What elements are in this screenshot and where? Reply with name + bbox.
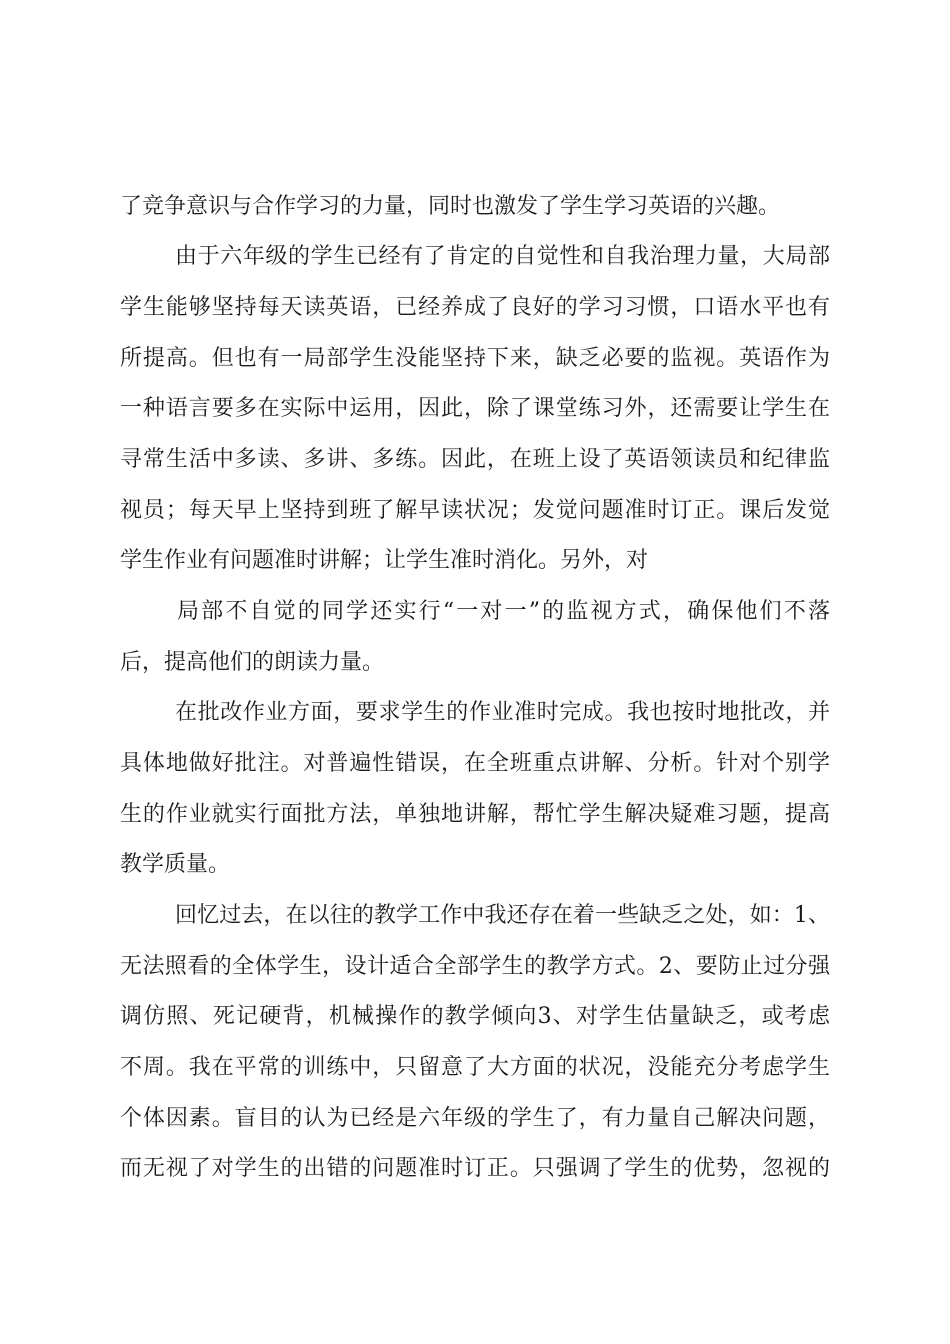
text-line: 个体因素。盲目的认为已经是六年级的学生了，有力量自己解决问题， [120,1106,830,1131]
text-line: 一种语言要多在实际中运用，因此，除了课堂练习外，还需要让学生在 [120,396,830,421]
text-line: 具体地做好批注。对普遍性错误，在全班重点讲解、分析。针对个别学 [120,751,830,776]
text-line: 生的作业就实行面批方法，单独地讲解，帮忙学生解决疑难习题，提高 [120,802,830,827]
paragraph-first-line: 回忆过去，在以往的教学工作中我还存在着一些缺乏之处，如：1、 [175,903,830,928]
paragraph-first-line: 在批改作业方面，要求学生的作业准时完成。我也按时地批改，并 [175,700,830,725]
paragraph-first-line: 局部不自觉的同学还实行“一对一”的监视方式，确保他们不落 [177,599,830,624]
text-line: 后，提高他们的朗读力量。 [120,650,385,675]
paragraph-first-line: 由于六年级的学生已经有了肯定的自觉性和自我治理力量，大局部 [175,244,830,269]
text-line: 学生能够坚持每天读英语，已经养成了良好的学习习惯，口语水平也有 [120,295,830,320]
text-line: 了竞争意识与合作学习的力量，同时也激发了学生学习英语的兴趣。 [120,194,781,219]
text-line: 寻常生活中多读、多讲、多练。因此，在班上设了英语领读员和纪律监 [120,447,830,472]
text-line: 所提高。但也有一局部学生没能坚持下来，缺乏必要的监视。英语作为 [120,346,830,371]
text-line: 学生作业有问题准时讲解；让学生准时消化。另外，对 [120,548,649,573]
text-line: 不周。我在平常的训练中，只留意了大方面的状况，没能充分考虑学生 [120,1055,830,1080]
text-line: 教学质量。 [120,852,231,877]
text-line: 无法照看的全体学生，设计适合全部学生的教学方式。2、要防止过分强 [120,954,830,979]
text-line: 而无视了对学生的出错的问题准时订正。只强调了学生的优势，忽视的 [120,1156,830,1181]
text-line: 视员；每天早上坚持到班了解早读状况；发觉问题准时订正。课后发觉 [120,498,830,523]
text-line: 调仿照、死记硬背，机械操作的教学倾向3、对学生估量缺乏，或考虑 [120,1004,830,1029]
